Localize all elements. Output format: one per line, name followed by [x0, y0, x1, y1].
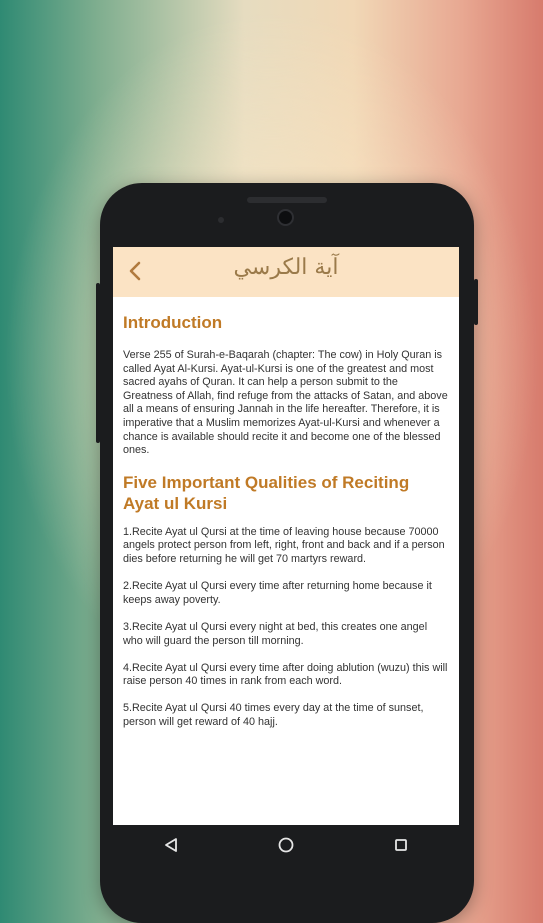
- list-item: 2.Recite Ayat ul Qursi every time after returning home because it keeps away poverty.: [123, 580, 432, 606]
- list-item: 3.Recite Ayat ul Qursi every night at bed, this creates one angel who will guard the person till morning.: [123, 620, 428, 647]
- app-title-calligraphy: آية الكرسي: [233, 255, 339, 280]
- volume-button: [96, 283, 100, 443]
- article-content: [113, 297, 459, 730]
- speaker-grille: [247, 197, 327, 203]
- nav-back-button[interactable]: [156, 830, 186, 860]
- qualities-heading: Five Important Qualities of Reciting Ayat ul Kursi: [123, 472, 410, 513]
- square-recents-icon: [393, 837, 409, 853]
- nav-recents-button[interactable]: [386, 830, 416, 860]
- introduction-heading: Introduction: [123, 313, 223, 332]
- phone-frame: [100, 183, 474, 923]
- circle-home-icon: [277, 836, 295, 854]
- front-camera: [277, 209, 294, 226]
- triangle-back-icon: [163, 837, 179, 853]
- power-button: [474, 279, 478, 325]
- list-item: 5.Recite Ayat ul Qursi 40 times every day at the time of sunset, person will get reward of 40 hajj.: [123, 702, 424, 729]
- app-bar: [113, 247, 459, 297]
- proximity-sensor: [218, 217, 224, 223]
- system-navigation-bar: [113, 825, 459, 865]
- qualities-list: [123, 526, 449, 730]
- list-item: 4.Recite Ayat ul Qursi every time after doing ablution (wuzu) this will raise person 40 times in rank from each word.: [123, 661, 448, 688]
- nav-home-button[interactable]: [271, 830, 301, 860]
- introduction-paragraph: Verse 255 of Surah-e-Baqarah (chapter: The cow) in Holy Quran is called Ayat Al-Kursi. Ayat-ul-Kursi is one of the greatest and most sacred ayahs of Quran. It can help a person submit to the Greatness of Allah, find refuge from the attacks of Satan, and above all a means of ensuring Jannah in the life hereafter. Therefore, it is imperative that a Muslim memorizes Ayat-ul-Kursi and whenever a chance is available should recite it and become one of the blessed ones.: [123, 349, 448, 457]
- list-item: 1.Recite Ayat ul Qursi at the time of leaving house because 70000 angels protect person from left, right, front and back and if a person dies before returning he will get 70 martyrs reward.: [123, 525, 445, 565]
- screen: [113, 247, 459, 825]
